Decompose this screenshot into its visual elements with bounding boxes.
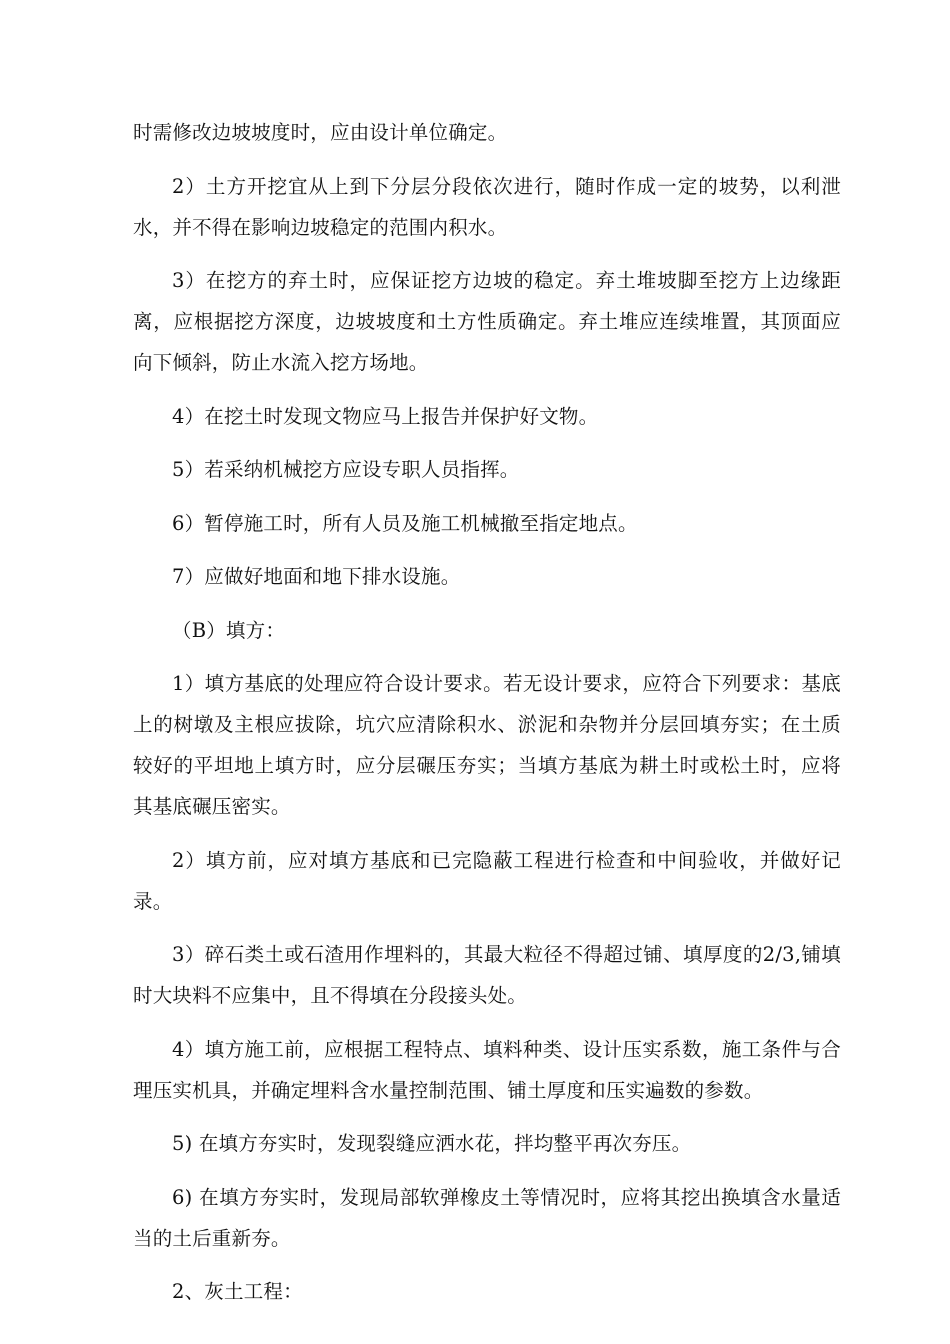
paragraph-fill-item-4: 4）填方施工前，应根据工程特点、填料种类、设计压实系数，施工条件与合理压实机具，并确定埋料含水量控制范围、铺土厚度和压实遍数的参数。 bbox=[133, 1037, 841, 1102]
paragraph-excavation-item-3: 3）在挖方的弃土时，应保证挖方边坡的稳定。弃土堆坡脚至挖方上边缘距离，应根据挖方深度，边坡坡度和土方性质确定。弃土堆应连续堆置，其顶面应向下倾斜，防止水流入挖方场地。 bbox=[133, 269, 841, 374]
paragraph-fill-item-1: 1）填方基底的处理应符合设计要求。若无设计要求，应符合下列要求：基底上的树墩及主根应拔除，坑穴应清除积水、淤泥和杂物并分层回填夯实；在土质较好的平坦地上填方时，应分层碾压夯实；当填方基底为耕土时或松土时，应将其基底碾压密实。 bbox=[133, 672, 841, 818]
section-heading-lime-soil: 2、灰土工程： bbox=[172, 1280, 303, 1303]
paragraph-excavation-item-6: 6）暂停施工时，所有人员及施工机械撤至指定地点。 bbox=[172, 511, 638, 535]
paragraph-excavation-item-5: 5）若采纳机械挖方应设专职人员指挥。 bbox=[172, 458, 520, 481]
paragraph-excavation-item-2: 2）土方开挖宜从上到下分层分段依次进行，随时作成一定的坡势，以利泄水，并不得在影响边坡稳定的范围内积水。 bbox=[133, 174, 841, 239]
paragraph-fill-item-5: 5) 在填方夯实时，发现裂缝应洒水花，拌均整平再次夯压。 bbox=[172, 1132, 692, 1155]
paragraph-continuation: 时需修改边坡坡度时，应由设计单位确定。 bbox=[133, 121, 508, 144]
section-heading-fill: （B）填方： bbox=[172, 618, 286, 642]
document-body bbox=[133, 112, 841, 1325]
paragraph-fill-item-2: 2）填方前，应对填方基底和已完隐蔽工程进行检查和中间验收，并做好记录。 bbox=[133, 848, 841, 913]
paragraph-excavation-item-4: 4）在挖土时发现文物应马上报告并保护好文物。 bbox=[172, 404, 599, 428]
paragraph-fill-item-6: 6) 在填方夯实时，发现局部软弹橡皮土等情况时，应将其挖出换填含水量适当的土后重新夯。 bbox=[133, 1185, 841, 1250]
paragraph-fill-item-3: 3）碎石类土或石渣用作埋料的，其最大粒径不得超过铺、填厚度的2/3,铺填时大块料不应集中，且不得填在分段接头处。 bbox=[133, 943, 841, 1007]
paragraph-excavation-item-7: 7）应做好地面和地下排水设施。 bbox=[172, 565, 461, 588]
